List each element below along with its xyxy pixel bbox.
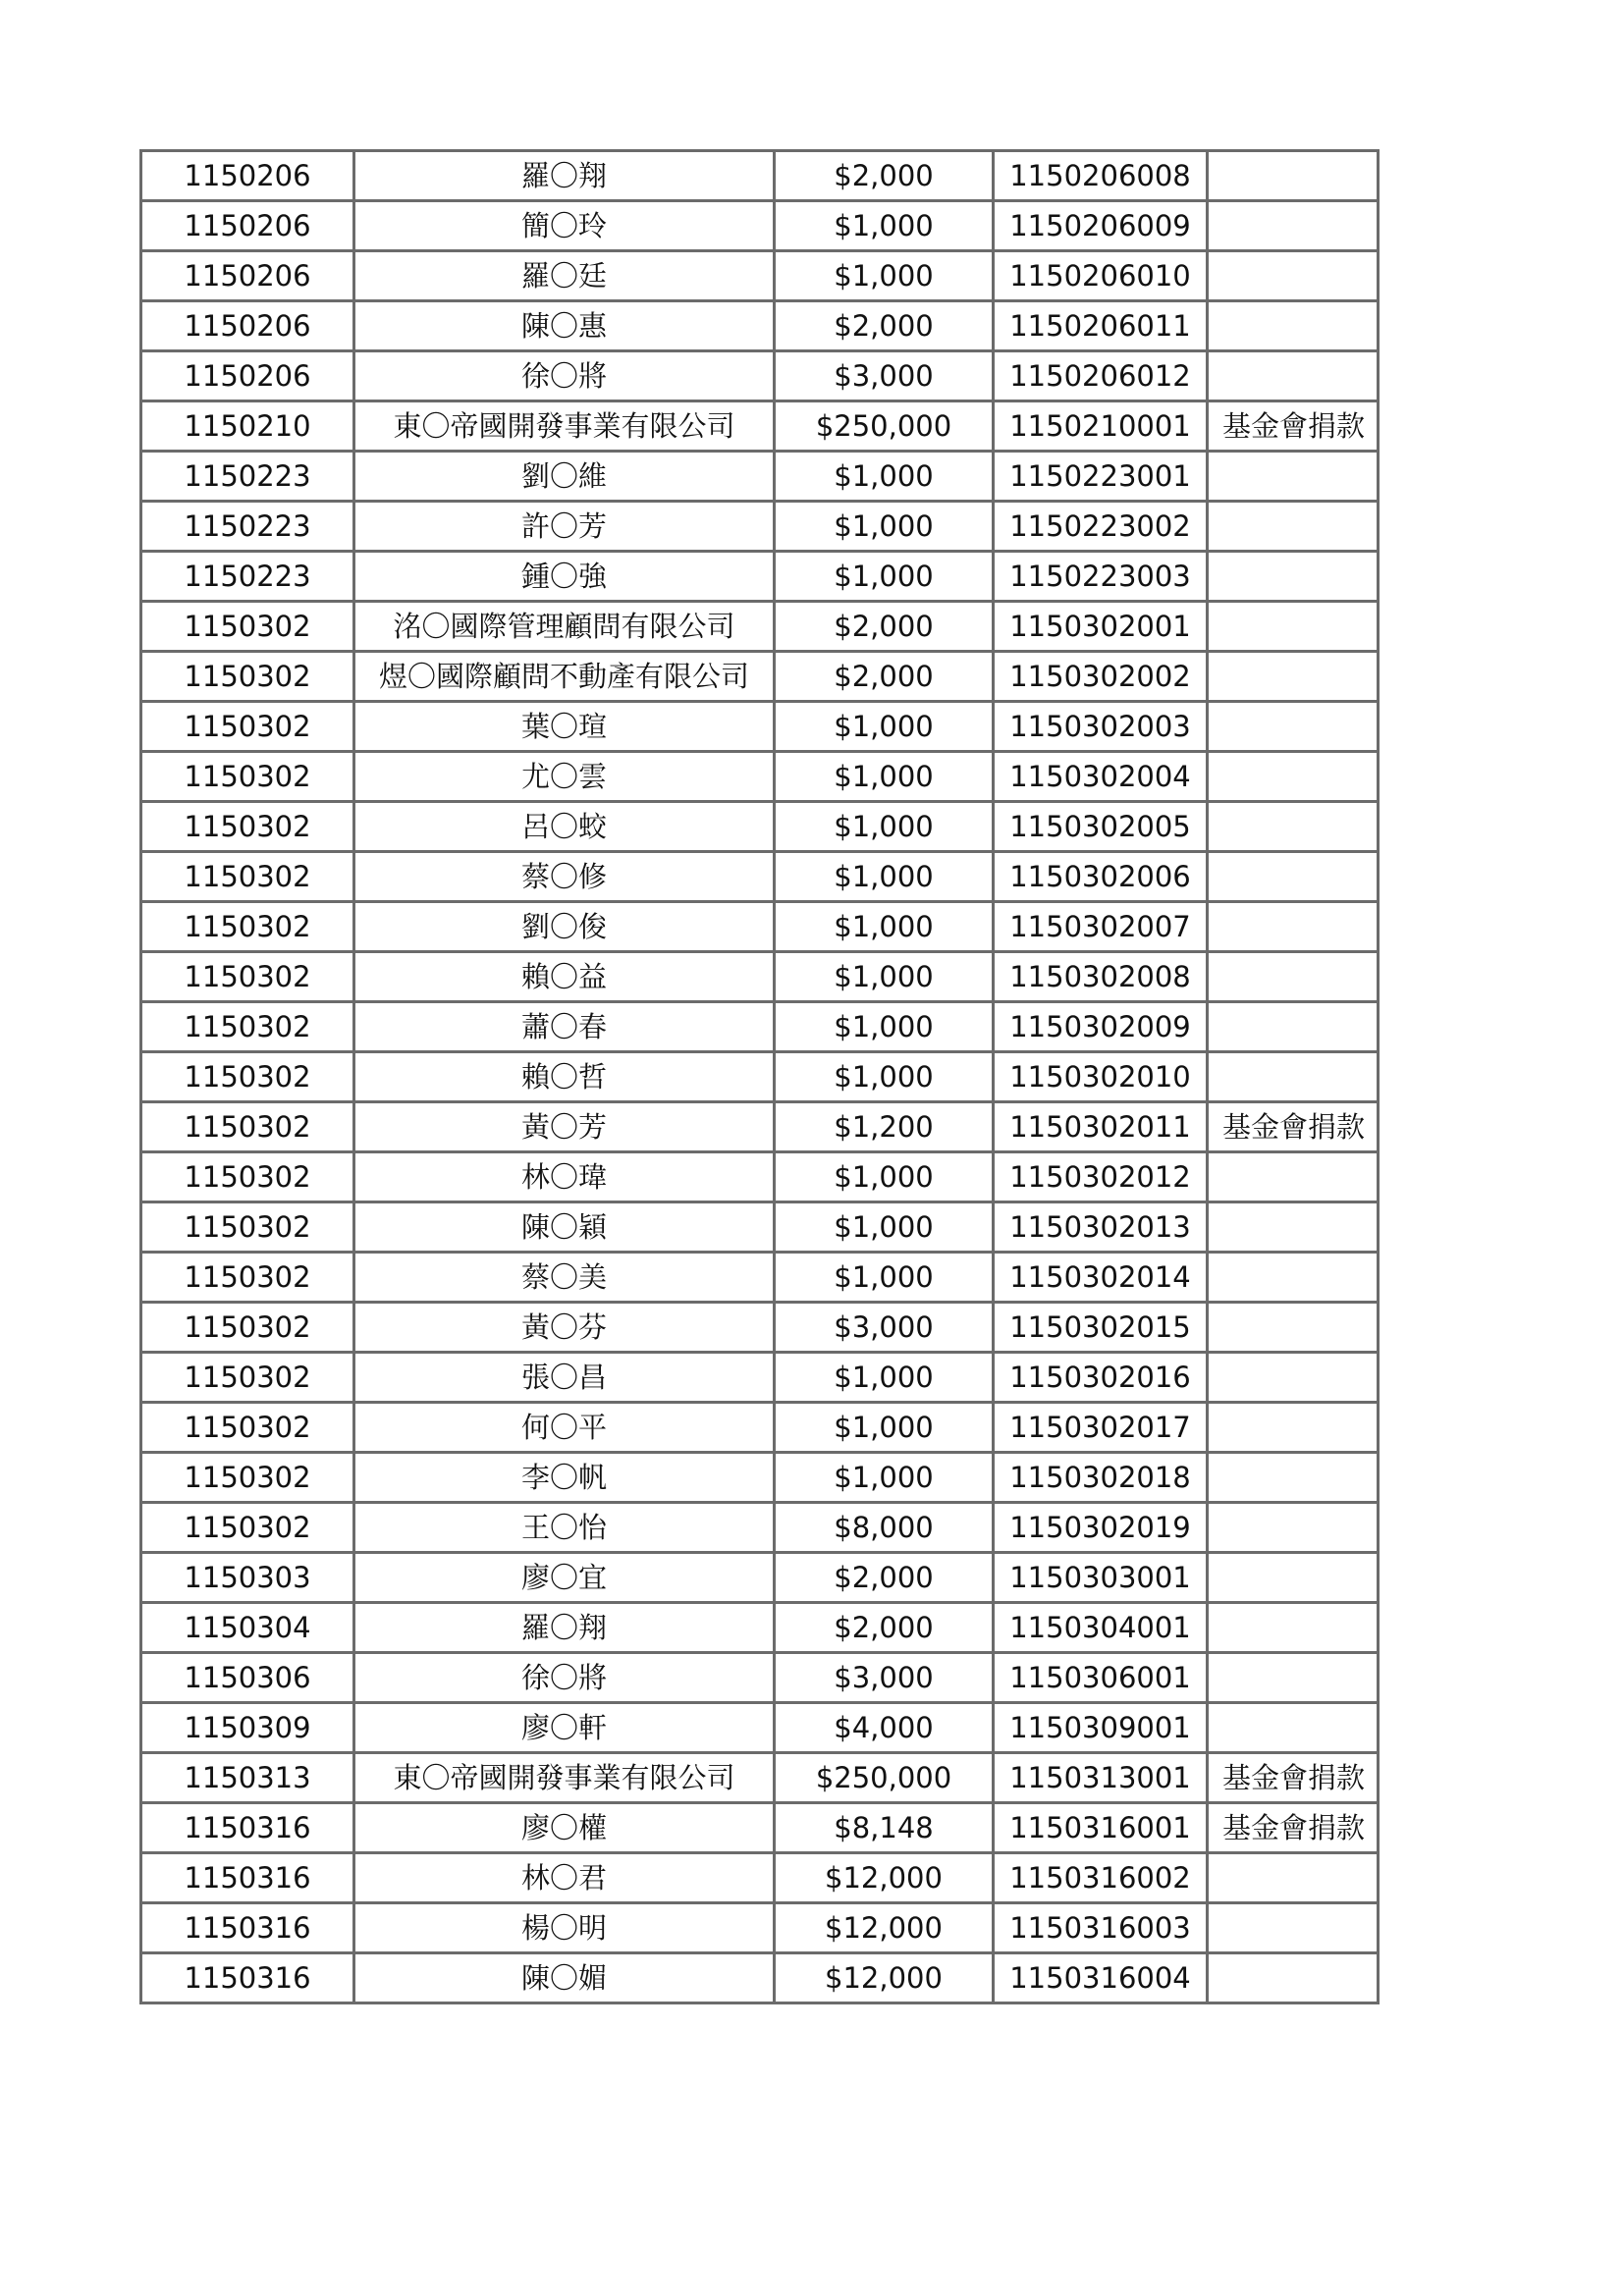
donor-name-cell: 東〇帝國開發事業有限公司 xyxy=(354,401,775,452)
amount-cell: $2,000 xyxy=(775,1553,994,1603)
receipt-number-cell: 1150302002 xyxy=(994,652,1208,702)
table-row xyxy=(141,1102,1379,1152)
note-cell xyxy=(1208,802,1379,852)
receipt-number-cell: 1150303001 xyxy=(994,1553,1208,1603)
receipt-number-cell: 1150302010 xyxy=(994,1052,1208,1102)
donor-name-cell: 楊〇明 xyxy=(354,1903,775,1953)
note-cell xyxy=(1208,1903,1379,1953)
receipt-number-cell: 1150302012 xyxy=(994,1152,1208,1202)
donor-name-cell: 賴〇益 xyxy=(354,952,775,1002)
donor-name-cell: 王〇怡 xyxy=(354,1503,775,1553)
donor-name-cell: 陳〇媚 xyxy=(354,1953,775,2003)
note-cell: 基金會捐款 xyxy=(1208,401,1379,452)
amount-cell: $1,000 xyxy=(775,852,994,902)
note-cell xyxy=(1208,1353,1379,1403)
receipt-number-cell: 1150206009 xyxy=(994,201,1208,251)
donor-name-cell: 林〇君 xyxy=(354,1853,775,1903)
table-row xyxy=(141,1703,1379,1753)
note-cell xyxy=(1208,1853,1379,1903)
amount-cell: $1,000 xyxy=(775,251,994,301)
receipt-number-cell: 1150206008 xyxy=(994,151,1208,201)
donor-name-cell: 許〇芳 xyxy=(354,502,775,552)
amount-cell: $12,000 xyxy=(775,1953,994,2003)
donor-name-cell: 劉〇維 xyxy=(354,452,775,502)
donor-name-cell: 陳〇惠 xyxy=(354,301,775,351)
date-cell: 1150206 xyxy=(141,351,354,401)
amount-cell: $250,000 xyxy=(775,401,994,452)
date-cell: 1150302 xyxy=(141,902,354,952)
donation-table xyxy=(139,149,1380,2004)
table-row xyxy=(141,1503,1379,1553)
date-cell: 1150302 xyxy=(141,752,354,802)
donor-name-cell: 徐〇將 xyxy=(354,1653,775,1703)
table-row xyxy=(141,1453,1379,1503)
amount-cell: $1,000 xyxy=(775,1453,994,1503)
donor-name-cell: 賴〇哲 xyxy=(354,1052,775,1102)
donor-name-cell: 簡〇玲 xyxy=(354,201,775,251)
donor-name-cell: 李〇帆 xyxy=(354,1453,775,1503)
table-row xyxy=(141,1253,1379,1303)
donation-rows xyxy=(141,151,1379,2003)
note-cell xyxy=(1208,301,1379,351)
date-cell: 1150302 xyxy=(141,652,354,702)
donor-name-cell: 廖〇宜 xyxy=(354,1553,775,1603)
date-cell: 1150302 xyxy=(141,1202,354,1253)
note-cell: 基金會捐款 xyxy=(1208,1753,1379,1803)
donor-name-cell: 東〇帝國開發事業有限公司 xyxy=(354,1753,775,1803)
donor-name-cell: 蔡〇修 xyxy=(354,852,775,902)
donor-name-cell: 蔡〇美 xyxy=(354,1253,775,1303)
amount-cell: $8,000 xyxy=(775,1503,994,1553)
table-row xyxy=(141,1603,1379,1653)
donor-name-cell: 劉〇俊 xyxy=(354,902,775,952)
receipt-number-cell: 1150206012 xyxy=(994,351,1208,401)
receipt-number-cell: 1150223001 xyxy=(994,452,1208,502)
note-cell xyxy=(1208,1403,1379,1453)
date-cell: 1150306 xyxy=(141,1653,354,1703)
note-cell xyxy=(1208,552,1379,602)
table-row xyxy=(141,952,1379,1002)
note-cell xyxy=(1208,1202,1379,1253)
donor-name-cell: 廖〇軒 xyxy=(354,1703,775,1753)
date-cell: 1150302 xyxy=(141,852,354,902)
date-cell: 1150302 xyxy=(141,1403,354,1453)
table-row xyxy=(141,1353,1379,1403)
donor-name-cell: 煜〇國際顧問不動產有限公司 xyxy=(354,652,775,702)
table-row xyxy=(141,301,1379,351)
date-cell: 1150302 xyxy=(141,1152,354,1202)
donor-name-cell: 羅〇翔 xyxy=(354,1603,775,1653)
note-cell xyxy=(1208,1253,1379,1303)
table-row xyxy=(141,401,1379,452)
table-row xyxy=(141,201,1379,251)
donor-name-cell: 何〇平 xyxy=(354,1403,775,1453)
table-row xyxy=(141,1903,1379,1953)
amount-cell: $4,000 xyxy=(775,1703,994,1753)
note-cell xyxy=(1208,1953,1379,2003)
amount-cell: $2,000 xyxy=(775,602,994,652)
note-cell xyxy=(1208,452,1379,502)
table-row xyxy=(141,902,1379,952)
amount-cell: $8,148 xyxy=(775,1803,994,1853)
donor-name-cell: 尤〇雲 xyxy=(354,752,775,802)
receipt-number-cell: 1150302003 xyxy=(994,702,1208,752)
date-cell: 1150206 xyxy=(141,301,354,351)
date-cell: 1150302 xyxy=(141,1353,354,1403)
amount-cell: $1,000 xyxy=(775,502,994,552)
date-cell: 1150302 xyxy=(141,702,354,752)
note-cell xyxy=(1208,1603,1379,1653)
table-row xyxy=(141,502,1379,552)
amount-cell: $1,000 xyxy=(775,802,994,852)
note-cell xyxy=(1208,1453,1379,1503)
amount-cell: $1,000 xyxy=(775,752,994,802)
table-row xyxy=(141,852,1379,902)
date-cell: 1150223 xyxy=(141,552,354,602)
table-row xyxy=(141,1953,1379,2003)
note-cell xyxy=(1208,952,1379,1002)
receipt-number-cell: 1150302004 xyxy=(994,752,1208,802)
date-cell: 1150316 xyxy=(141,1853,354,1903)
note-cell xyxy=(1208,752,1379,802)
table-row xyxy=(141,602,1379,652)
table-row xyxy=(141,251,1379,301)
date-cell: 1150302 xyxy=(141,602,354,652)
note-cell xyxy=(1208,1703,1379,1753)
date-cell: 1150302 xyxy=(141,1303,354,1353)
receipt-number-cell: 1150302005 xyxy=(994,802,1208,852)
amount-cell: $1,000 xyxy=(775,1002,994,1052)
date-cell: 1150206 xyxy=(141,151,354,201)
amount-cell: $12,000 xyxy=(775,1903,994,1953)
amount-cell: $2,000 xyxy=(775,151,994,201)
table-row xyxy=(141,1202,1379,1253)
table-row xyxy=(141,1303,1379,1353)
donor-name-cell: 羅〇廷 xyxy=(354,251,775,301)
date-cell: 1150210 xyxy=(141,401,354,452)
date-cell: 1150302 xyxy=(141,1453,354,1503)
amount-cell: $1,000 xyxy=(775,702,994,752)
amount-cell: $2,000 xyxy=(775,1603,994,1653)
amount-cell: $1,000 xyxy=(775,1403,994,1453)
date-cell: 1150302 xyxy=(141,802,354,852)
donor-name-cell: 林〇瑋 xyxy=(354,1152,775,1202)
amount-cell: $1,000 xyxy=(775,952,994,1002)
amount-cell: $250,000 xyxy=(775,1753,994,1803)
table-row xyxy=(141,1553,1379,1603)
donor-name-cell: 蕭〇春 xyxy=(354,1002,775,1052)
table-row xyxy=(141,752,1379,802)
amount-cell: $1,000 xyxy=(775,452,994,502)
donor-name-cell: 黃〇芬 xyxy=(354,1303,775,1353)
note-cell xyxy=(1208,1553,1379,1603)
note-cell xyxy=(1208,502,1379,552)
table-row xyxy=(141,1853,1379,1903)
receipt-number-cell: 1150309001 xyxy=(994,1703,1208,1753)
amount-cell: $1,000 xyxy=(775,1052,994,1102)
note-cell xyxy=(1208,201,1379,251)
table-row xyxy=(141,452,1379,502)
table-row xyxy=(141,351,1379,401)
note-cell xyxy=(1208,1052,1379,1102)
amount-cell: $3,000 xyxy=(775,351,994,401)
donor-name-cell: 廖〇權 xyxy=(354,1803,775,1853)
receipt-number-cell: 1150302007 xyxy=(994,902,1208,952)
donor-name-cell: 羅〇翔 xyxy=(354,151,775,201)
amount-cell: $1,000 xyxy=(775,902,994,952)
amount-cell: $1,000 xyxy=(775,1253,994,1303)
note-cell xyxy=(1208,351,1379,401)
table-row xyxy=(141,1152,1379,1202)
receipt-number-cell: 1150313001 xyxy=(994,1753,1208,1803)
amount-cell: $3,000 xyxy=(775,1653,994,1703)
table-row xyxy=(141,1803,1379,1853)
receipt-number-cell: 1150302008 xyxy=(994,952,1208,1002)
donor-name-cell: 黃〇芳 xyxy=(354,1102,775,1152)
note-cell xyxy=(1208,1303,1379,1353)
receipt-number-cell: 1150302013 xyxy=(994,1202,1208,1253)
donor-name-cell: 呂〇蛟 xyxy=(354,802,775,852)
receipt-number-cell: 1150302009 xyxy=(994,1002,1208,1052)
amount-cell: $1,000 xyxy=(775,1353,994,1403)
note-cell xyxy=(1208,652,1379,702)
amount-cell: $2,000 xyxy=(775,652,994,702)
receipt-number-cell: 1150302016 xyxy=(994,1353,1208,1403)
receipt-number-cell: 1150302006 xyxy=(994,852,1208,902)
table-row xyxy=(141,1052,1379,1102)
receipt-number-cell: 1150302019 xyxy=(994,1503,1208,1553)
note-cell xyxy=(1208,251,1379,301)
date-cell: 1150206 xyxy=(141,251,354,301)
table-row xyxy=(141,1653,1379,1703)
donor-name-cell: 陳〇穎 xyxy=(354,1202,775,1253)
donor-name-cell: 葉〇瑄 xyxy=(354,702,775,752)
date-cell: 1150302 xyxy=(141,952,354,1002)
date-cell: 1150316 xyxy=(141,1903,354,1953)
amount-cell: $1,200 xyxy=(775,1102,994,1152)
date-cell: 1150206 xyxy=(141,201,354,251)
table-row xyxy=(141,802,1379,852)
amount-cell: $2,000 xyxy=(775,301,994,351)
receipt-number-cell: 1150302018 xyxy=(994,1453,1208,1503)
date-cell: 1150223 xyxy=(141,452,354,502)
receipt-number-cell: 1150302014 xyxy=(994,1253,1208,1303)
receipt-number-cell: 1150316001 xyxy=(994,1803,1208,1853)
table-row xyxy=(141,702,1379,752)
donor-name-cell: 徐〇將 xyxy=(354,351,775,401)
note-cell xyxy=(1208,1503,1379,1553)
donor-name-cell: 洺〇國際管理顧問有限公司 xyxy=(354,602,775,652)
date-cell: 1150303 xyxy=(141,1553,354,1603)
table-row xyxy=(141,1403,1379,1453)
date-cell: 1150302 xyxy=(141,1102,354,1152)
receipt-number-cell: 1150302015 xyxy=(994,1303,1208,1353)
date-cell: 1150316 xyxy=(141,1953,354,2003)
date-cell: 1150302 xyxy=(141,1503,354,1553)
note-cell xyxy=(1208,1002,1379,1052)
table-row xyxy=(141,1753,1379,1803)
date-cell: 1150313 xyxy=(141,1753,354,1803)
receipt-number-cell: 1150304001 xyxy=(994,1603,1208,1653)
note-cell: 基金會捐款 xyxy=(1208,1102,1379,1152)
receipt-number-cell: 1150316004 xyxy=(994,1953,1208,2003)
receipt-number-cell: 1150223002 xyxy=(994,502,1208,552)
note-cell xyxy=(1208,1653,1379,1703)
receipt-number-cell: 1150316003 xyxy=(994,1903,1208,1953)
note-cell: 基金會捐款 xyxy=(1208,1803,1379,1853)
date-cell: 1150302 xyxy=(141,1052,354,1102)
note-cell xyxy=(1208,602,1379,652)
donor-name-cell: 張〇昌 xyxy=(354,1353,775,1403)
date-cell: 1150304 xyxy=(141,1603,354,1653)
receipt-number-cell: 1150210001 xyxy=(994,401,1208,452)
table-row xyxy=(141,652,1379,702)
note-cell xyxy=(1208,902,1379,952)
note-cell xyxy=(1208,702,1379,752)
receipt-number-cell: 1150223003 xyxy=(994,552,1208,602)
amount-cell: $1,000 xyxy=(775,552,994,602)
amount-cell: $12,000 xyxy=(775,1853,994,1903)
receipt-number-cell: 1150302017 xyxy=(994,1403,1208,1453)
date-cell: 1150309 xyxy=(141,1703,354,1753)
table-row xyxy=(141,151,1379,201)
amount-cell: $1,000 xyxy=(775,201,994,251)
date-cell: 1150223 xyxy=(141,502,354,552)
receipt-number-cell: 1150316002 xyxy=(994,1853,1208,1903)
amount-cell: $3,000 xyxy=(775,1303,994,1353)
table-row xyxy=(141,1002,1379,1052)
date-cell: 1150302 xyxy=(141,1253,354,1303)
date-cell: 1150302 xyxy=(141,1002,354,1052)
receipt-number-cell: 1150306001 xyxy=(994,1653,1208,1703)
date-cell: 1150316 xyxy=(141,1803,354,1853)
receipt-number-cell: 1150302001 xyxy=(994,602,1208,652)
receipt-number-cell: 1150206010 xyxy=(994,251,1208,301)
receipt-number-cell: 1150206011 xyxy=(994,301,1208,351)
note-cell xyxy=(1208,151,1379,201)
amount-cell: $1,000 xyxy=(775,1202,994,1253)
table-row xyxy=(141,552,1379,602)
note-cell xyxy=(1208,852,1379,902)
donor-name-cell: 鍾〇強 xyxy=(354,552,775,602)
note-cell xyxy=(1208,1152,1379,1202)
amount-cell: $1,000 xyxy=(775,1152,994,1202)
receipt-number-cell: 1150302011 xyxy=(994,1102,1208,1152)
